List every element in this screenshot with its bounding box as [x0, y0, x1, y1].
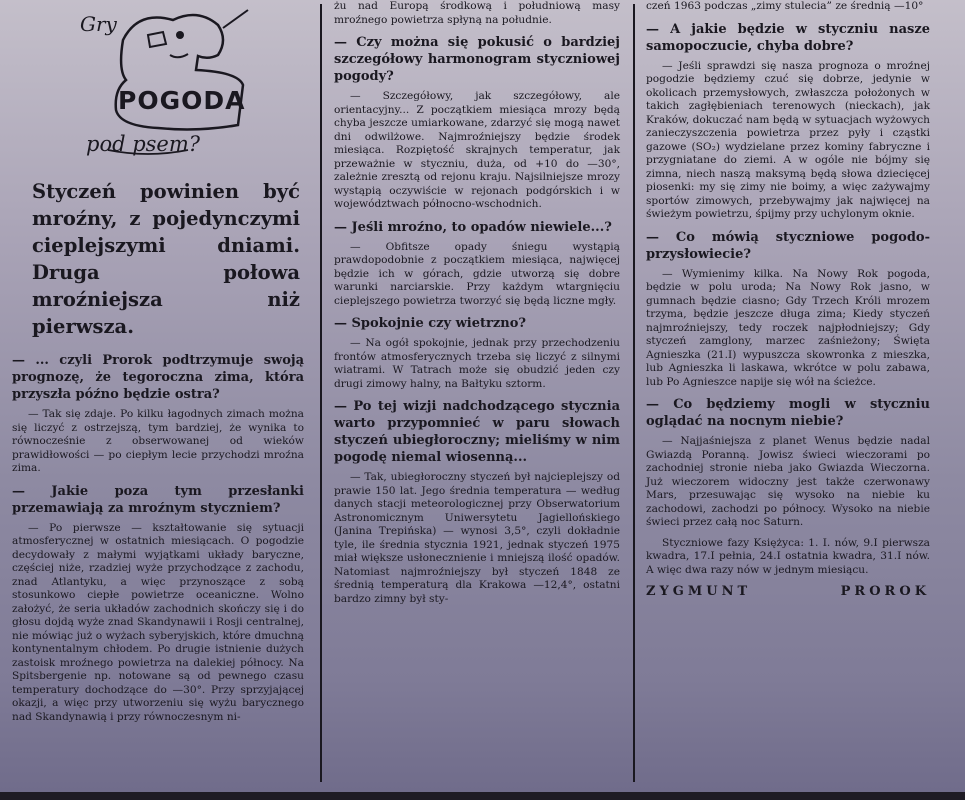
- column-3: [642, 0, 934, 782]
- question: — Co będziemy mogli w styczniu oglądać na nocnym niebie?: [646, 397, 930, 429]
- answer: — Wymienimy kilka. Na Nowy Rok pogoda, będzie w polu uroda; Na Nowy Rok jasno, w gumnach będzie ciasno; Gdy Trzech Króli mrozem trzyma, będzie jeszcze długa zima; Kiedy styczeń najmroźniejszy, tedy roczek najpłodniejszy; Gdy styczeń zamglony, marzec zaśnieżony; Święta Agnieszka (21.I) wypuszcza skowronka z mieszka, lub Agnieszka li laskawa, wkrótce w polu zabawa, lub Po Agnieszce napije się wół na ścieżce.: [646, 267, 930, 388]
- question: — Jakie poza tym przesłanki przemawiają za mroźnym styczniem?: [12, 483, 304, 516]
- logo: [78, 0, 258, 170]
- question: — Spokojnie czy wietrzno?: [334, 316, 526, 331]
- answer: — Tak się zdaje. Po kilku łagodnych zimach można się liczyć z ostrzejszą, tym bardziej, że wynika to równocześnie z obserwowanej od wieków prawidłowości — po ciepłym lecie przychodzi mroźna zima.: [12, 408, 304, 474]
- author-last-name: PROROK: [840, 584, 930, 599]
- logo-text-main: POGODA: [118, 86, 246, 115]
- question: — A jakie będzie w styczniu nasze samopoczucie, chyba dobre?: [646, 21, 930, 54]
- answer: — Po pierwsze — kształtowanie się sytuacji atmosferycznej w ostatnich miesiącach. O pogodzie decydowały z małymi wyjątkami układy baryczne, częściej niże, rzadziej wyże przychodzące z zachodu, znad Atlantyku, a więc przynoszące z sobą stosunkowo ciepłe powietrze oceaniczne. Wolno założyć, że seria układów zachodnich skończy się i do głosu dojdą wyże znad Skandynawii i Rosji centralnej, nie mówiąc już o wyżach syberyjskich, które dmuchną kontynentalnym chłodem. Po drugie istnienie dużych zastoisk mroźnego powietrza na dalekiej północy. Na Spitsbergenie np. notowane są od pewnego czasu temperatury dochodzące do —30°. Przy sprzyjającej okazji, a więc przy utworzeniu się wyżu barycznego nad Skandynawią i przy równoczesnym ni-: [12, 521, 304, 723]
- question: — Co mówią styczniowe pogodo-przysłowiecie?: [646, 229, 930, 262]
- answer-continued: żu nad Europą środkową i południową masy mroźnego powietrza spłyną na południe.: [334, 0, 620, 26]
- bottom-edge: [0, 792, 965, 800]
- question: — Czy można się pokusić o bardziej szczegółowy harmonogram styczniowej pogody?: [334, 35, 620, 84]
- logo-text-top: Gry: [80, 12, 117, 36]
- column-rule: [633, 4, 635, 782]
- answer: — Najjaśniejsza z planet Wenus będzie nadal Gwiazdą Poranną. Jowisz świeci wieczorami po zachodniej stronie nieba jako Gwiazda Wieczorna. Już wieczorem widoczny jest także czerwonawy Mars, przesuwając się wysoko na niebie ku zachodowi, zachodzi po północy. Wysoko na niebie świeci przez całą noc Saturn.: [646, 435, 930, 528]
- question: — ... czyli Prorok podtrzymuje swoją prognozę, że tegoroczna zima, która przyszła późno będzie ostra?: [12, 353, 304, 402]
- answer: — Obfitsze opady śniegu wystąpią prawdopodobnie z początkiem miesiąca, najwięcej będzie ich w górach, gdzie utworzą się dobre warunki narciarskie. Przy każdym wtargnięciu cieplejszego powietrza tworzyć się będą liczne mgły.: [334, 240, 620, 307]
- question: — Po tej wizji nadchodzącego stycznia warto przypomnieć w paru słowach styczeń ubiegłoroczny; mieliśmy w nim pogodę niemal wiosenną...: [334, 399, 620, 465]
- column-2: [330, 0, 624, 782]
- question: — Jeśli mroźno, to opadów niewiele...?: [334, 219, 612, 235]
- logo-text-bottom: pod psem?: [86, 132, 201, 156]
- answer: — Na ogół spokojnie, jednak przy przechodzeniu frontów atmosferycznych trzeba się liczyć z silnymi wiatrami. W Tatrach może się obudzić jeden czy drugi zimowy halny, na Bałtyku sztorm.: [334, 337, 620, 390]
- author-first-name: ZYGMUNT: [646, 584, 752, 599]
- answer: — Tak, ubiegłoroczny styczeń był najcieplejszy od prawie 150 lat. Jego średnia temperatura — według danych stacji meteorologicznej przy Obserwatorium Astronomicznym Uniwersytetu Jagiellońskiego (Janina Trepińska) — wynosi 3,5°, czyli dokładnie tyle, ile średnia stycznia 1921, jednak styczeń 1975 miał większe usłonecznienie i mniejszą ilość opadów. Natomiast najmroźniejszy był styczeń 1848 ze średnią temperaturą dla Krakowa —12,4°, ostatni bardzo zimny był sty-: [334, 471, 620, 605]
- column-1: [8, 0, 308, 782]
- lead-headline: Styczeń powinien być mroźny, z pojedynczymi cieplejszymi dniami. Druga połowa mroźniejsza niż pierwsza.: [32, 180, 300, 338]
- answer: — Jeśli sprawdzi się nasza prognoza o mroźnej pogodzie będziemy czuć się dobrze, jedynie w okolicach przemysłowych, zwłaszcza położonych w takich zagłębieniach terenowych (nieckach), jak Kraków, dokuczać nam będą w sytuacjach wyżowych zanieczyszczenia powietrza przez pyły i cząstki gazowe (SO₂) wydzielane przez kominy fabryczne i przygniatane do ziemi. A w ogóle nie bójmy się zimna, niech naszą maksymą będą słowa dziecięcej piosenki: my się zimy nie boimy, a więc zażywajmy sportów zimowych, przebywajmy jak najwięcej na świeżym powietrzu, śpijmy przy uchylonym oknie.: [646, 59, 930, 220]
- answer: — Szczegółowy, jak szczegółowy, ale orientacyjny... Z początkiem miesiąca mrozy będą chyba jeszcze umiarkowane, zdarzyć się mogą nawet dni odwilżowe. Najmroźniejszy będzie środek miesiąca. Rozpiętość skrajnych temperatur, jak przeważnie w styczniu, duża, od +10 do —30°, zależnie zresztą od rejonu kraju. Najsilniejsze mrozy wystąpią oczywiście w rejonach podgórskich i w województwach północno-wschodnich.: [334, 90, 620, 210]
- column-rule: [320, 4, 322, 782]
- author-signature: [646, 584, 930, 599]
- answer-continued: czeń 1963 podczas „zimy stulecia” ze średnią —10°: [646, 0, 924, 12]
- moon-phases: Styczniowe fazy Księżyca: 1. I. nów, 9.I pierwsza kwadra, 17.I pełnia, 24.I ostatnia kwadra, 31.I nów. A więc dwa razy nów w jednym miesiącu.: [646, 536, 930, 576]
